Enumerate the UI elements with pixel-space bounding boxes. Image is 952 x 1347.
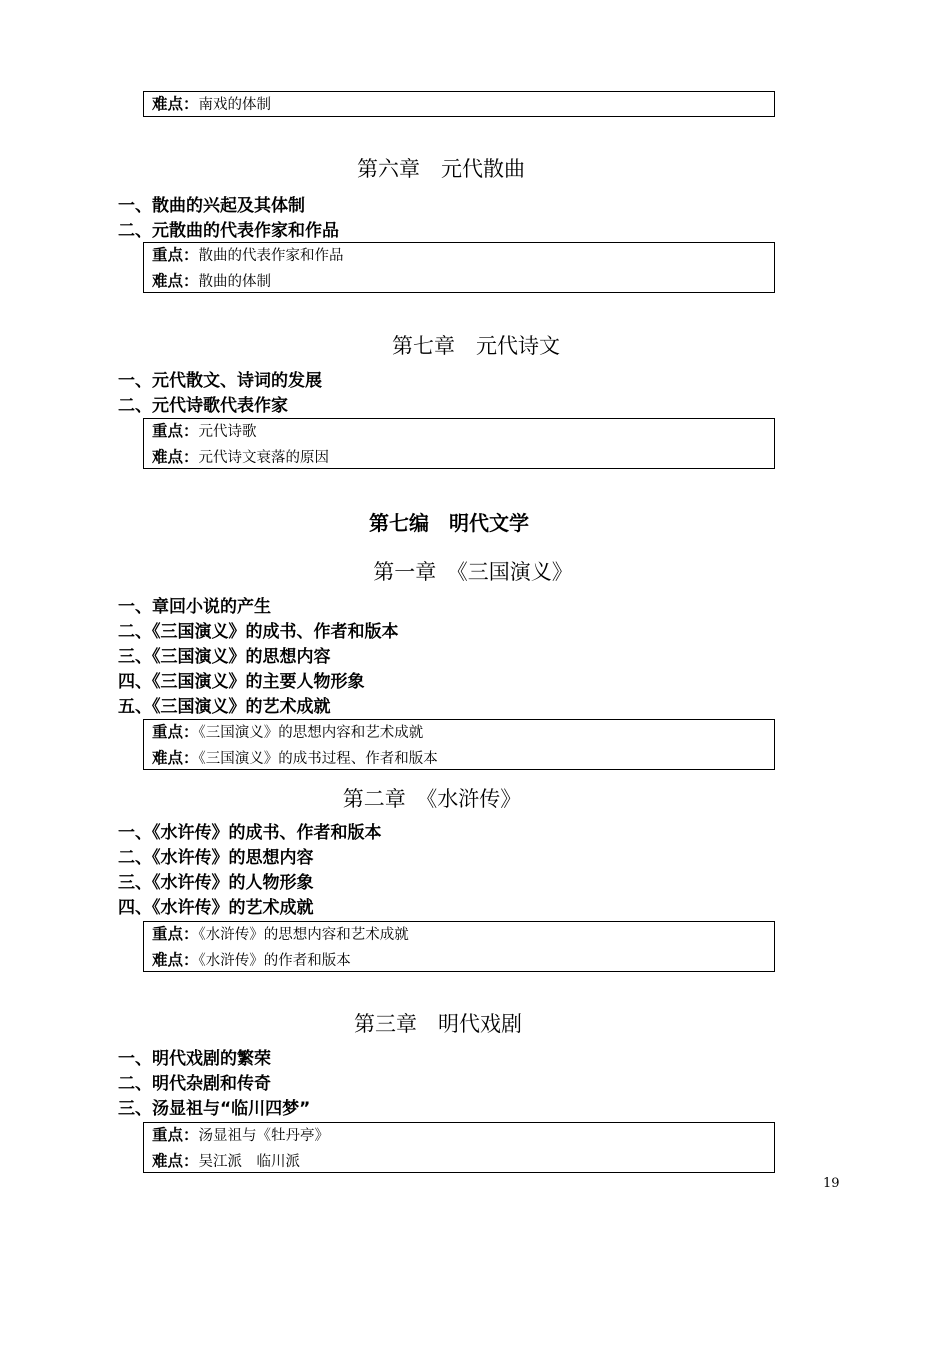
list-item: 三、《水许传》的人物形象 — [118, 873, 314, 893]
difficult-row — [152, 92, 774, 117]
key-text: 元代诗歌 — [198, 424, 257, 440]
key-text: 《三国演义》的思想内容和艺术成就 — [198, 725, 424, 741]
list-item: 一、明代戏剧的繁荣 — [118, 1049, 271, 1069]
key-text: 《水浒传》的思想内容和艺术成就 — [198, 927, 409, 943]
chapter-item-list — [118, 194, 339, 244]
difficult-label: 难点： — [152, 951, 199, 969]
chapter-item-list — [118, 1047, 310, 1122]
difficult-label: 难点： — [152, 749, 199, 767]
difficult-text: 吴江派 临川派 — [198, 1154, 301, 1170]
key-text: 散曲的代表作家和作品 — [198, 248, 344, 264]
chapter-item-list — [118, 821, 382, 921]
difficulty-box-top — [143, 91, 775, 117]
key-row — [152, 243, 774, 269]
key-row — [152, 922, 774, 948]
difficult-text: 南戏的体制 — [198, 97, 272, 113]
page-number: 19 — [823, 1176, 840, 1191]
list-item: 二、元代诗歌代表作家 — [118, 396, 288, 416]
difficult-row — [152, 948, 774, 974]
difficult-text: 《水浒传》的作者和版本 — [198, 953, 351, 969]
list-item: 四、《水许传》的艺术成就 — [118, 898, 314, 918]
list-item: 三、《三国演义》的思想内容 — [118, 647, 331, 667]
key-label: 重点： — [152, 723, 199, 741]
key-row — [152, 1123, 774, 1149]
list-item: 一、《水许传》的成书、作者和版本 — [118, 823, 382, 843]
list-item: 一、散曲的兴起及其体制 — [118, 196, 305, 216]
list-item: 四、《三国演义》的主要人物形象 — [118, 672, 365, 692]
difficult-label: 难点： — [152, 272, 199, 290]
key-row — [152, 720, 774, 746]
key-text: 汤显祖与《牡丹亭》 — [198, 1128, 330, 1144]
key-points-box — [143, 242, 775, 293]
difficult-row — [152, 1149, 774, 1175]
list-item: 一、章回小说的产生 — [118, 597, 271, 617]
difficult-label: 难点： — [152, 95, 199, 113]
list-item: 二、元散曲的代表作家和作品 — [118, 221, 339, 241]
chapter-item-list — [118, 369, 322, 419]
key-points-box — [143, 1122, 775, 1173]
difficult-text: 《三国演义》的成书过程、作者和版本 — [198, 751, 438, 767]
difficult-row — [152, 445, 774, 471]
difficult-label: 难点： — [152, 448, 199, 466]
chapter-title: 第六章 元代散曲 — [357, 157, 525, 181]
key-points-box — [143, 418, 775, 469]
chapter-title: 第二章 《水浒传》 — [342, 787, 522, 811]
list-item: 三、汤显祖与“临川四梦” — [118, 1099, 311, 1119]
key-label: 重点： — [152, 925, 199, 943]
key-row — [152, 419, 774, 445]
chapter-title: 第七章 元代诗文 — [392, 334, 560, 358]
difficult-row — [152, 269, 774, 295]
list-item: 二、明代杂剧和传奇 — [118, 1074, 271, 1094]
list-item: 二、《三国演义》的成书、作者和版本 — [118, 622, 399, 642]
key-points-box — [143, 719, 775, 770]
chapter-title: 第三章 明代戏剧 — [354, 1012, 522, 1036]
list-item: 二、《水许传》的思想内容 — [118, 848, 314, 868]
list-item: 一、元代散文、诗词的发展 — [118, 371, 322, 391]
key-points-box — [143, 921, 775, 972]
list-item: 五、《三国演义》的艺术成就 — [118, 697, 331, 717]
key-label: 重点： — [152, 246, 199, 264]
difficult-label: 难点： — [152, 1152, 199, 1170]
difficult-text: 散曲的体制 — [198, 274, 272, 290]
difficult-row — [152, 746, 774, 772]
difficult-text: 元代诗文衰落的原因 — [198, 450, 330, 466]
chapter-title: 第一章 《三国演义》 — [373, 560, 573, 584]
key-label: 重点： — [152, 422, 199, 440]
key-label: 重点： — [152, 1126, 199, 1144]
part-title: 第七编 明代文学 — [369, 511, 529, 535]
chapter-item-list — [118, 595, 399, 720]
